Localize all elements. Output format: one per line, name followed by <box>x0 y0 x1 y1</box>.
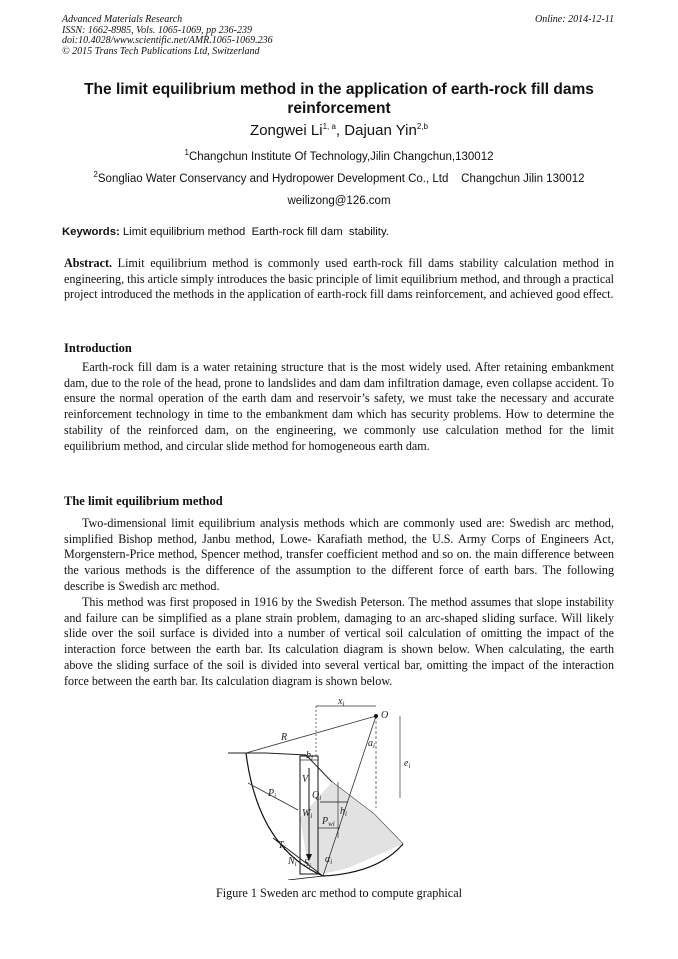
author-1-affiliation-mark: 1, a <box>322 122 336 131</box>
affiliation-2-mark: 2 <box>93 170 98 180</box>
author-2-affiliation-mark: 2,b <box>416 122 428 131</box>
abstract-text: Limit equilibrium method is commonly used earth-rock fill dams stability calculation method in engineering, this article simply introduces the basic principle of limit equilibrium method, and through a practical project introduced the methods in the application of earth-rock fill dams reinforcement, and achieved good effect. <box>64 256 614 302</box>
label-bi: $b_i$ <box>306 750 313 762</box>
affiliation-2-text: Songliao Water Conservancy and Hydropower Development Co., Ltd Changchun Jilin 130012 <box>97 173 585 185</box>
label-wi: $W_i$ <box>302 808 313 820</box>
journal-name: Advanced Materials Research <box>62 14 183 25</box>
method-heading: The limit equilibrium method <box>64 494 223 508</box>
label-ni: $N_i$ <box>288 856 297 868</box>
label-qi: $Q_i$ <box>312 790 322 802</box>
paper-title: The limit equilibrium method in the application of earth-rock fill dams reinforcement <box>84 81 594 117</box>
journal-header <box>62 15 273 57</box>
figure-caption: Figure 1 Sweden arc method to compute graphical <box>215 886 463 900</box>
keywords-text: Limit equilibrium method Earth-rock fill dam stability. <box>119 226 389 238</box>
abstract-label: Abstract. <box>64 256 113 270</box>
label-ti: $T_i$ <box>278 840 286 852</box>
label-ei: $e_i$ <box>404 758 411 770</box>
affiliation-2 <box>62 172 616 186</box>
author-list: Zongwei Li$^{1, a}$, Dajuan Yin$^{2,b}$ <box>250 122 428 139</box>
keywords-label: Keywords: <box>62 226 120 238</box>
label-pwi: $P_{wi}$ <box>322 816 335 828</box>
swedish-arc-diagram <box>228 698 448 880</box>
affiliation-1-text: Changchun Institute Of Technology,Jilin Changchun,130012 <box>188 151 494 163</box>
radius-line <box>246 716 376 753</box>
label-vi: $V_i$ <box>302 774 311 786</box>
introduction-heading: Introduction <box>64 341 132 355</box>
label-o: O <box>381 710 389 721</box>
label-si: $S_i$ <box>304 858 311 870</box>
ni-vector <box>288 876 323 880</box>
label-pi: $P_i$ <box>268 788 277 800</box>
center-point <box>374 714 378 718</box>
label-r: R <box>281 732 288 743</box>
label-alpha: $\alpha_i$ <box>325 854 333 866</box>
method-paragraph-1: Two-dimensional limit equilibrium analysis methods which are commonly used are: Swedish arc method, simplified Bishop method, Janbu method, Lowe- Karafiath method, the U.S. Army Corps of Engineers Act, Morgenstern-Price method, Spencer method, transfer coefficient method and so on. the main difference between the various methods is the difference of the assumption to the different force of earth bars. The following describe is Swedish arc method. <box>64 516 614 593</box>
affiliation-1 <box>62 150 616 164</box>
label-xi: $x_i$ <box>338 698 345 708</box>
affiliation-1-mark: 1 <box>184 148 189 158</box>
journal-doi: doi:10.4028/www.scientific.net/AMR.1065-1069.236 <box>62 35 273 47</box>
online-date: Online: 2014-12-11 <box>535 14 614 25</box>
label-ai: $a_i$ <box>368 738 375 750</box>
author-email: weilizong@126.com <box>287 195 391 207</box>
journal-issn: ISSN: 1662-8985, Vols. 1065-1069, pp 236-239 <box>62 24 252 36</box>
introduction-paragraph: Earth-rock fill dam is a water retaining structure that is the most widely used. After retaining embankment dam, due to the role of the head, prone to landslides and dam dam infiltration damage, even collapse accident. To ensure the normal operation of the earth dam and reservoir’s safety, we must take the necessary and accurate reinforcement technology in time to the embankment dam which has security problems. How to determine the stability of the reinforced dam, on the engineering, we commonly use calculation method for the limit equilibrium method, and circular slide method for homogeneous earth dam. <box>64 360 614 453</box>
author-2-name: Dajuan Yin <box>344 122 417 139</box>
abstract <box>64 256 614 303</box>
method-paragraph-2: This method was first proposed in 1916 by the Swedish Peterson. The method assumes that slope instability and failure can be simplified as a plane strain problem, damaging to an arc-shaped sliding surface. Will likely slide over the soil surface is divided into a number of vertical soil calculation of omitting the impact of the interaction force between the earth bar. Its calculation diagram is shown below. When calculating, the earth above the sliding surface of the soil is divided into several vertical bar, omitting the impact of the interaction force between the earth bar. Its calculation diagram is shown below. <box>64 595 614 688</box>
journal-copyright: © 2015 Trans Tech Publications Ltd, Switzerland <box>62 45 260 57</box>
keywords <box>62 226 389 238</box>
label-hi: $h_i$ <box>340 806 347 818</box>
author-1-name: Zongwei Li <box>250 122 323 139</box>
